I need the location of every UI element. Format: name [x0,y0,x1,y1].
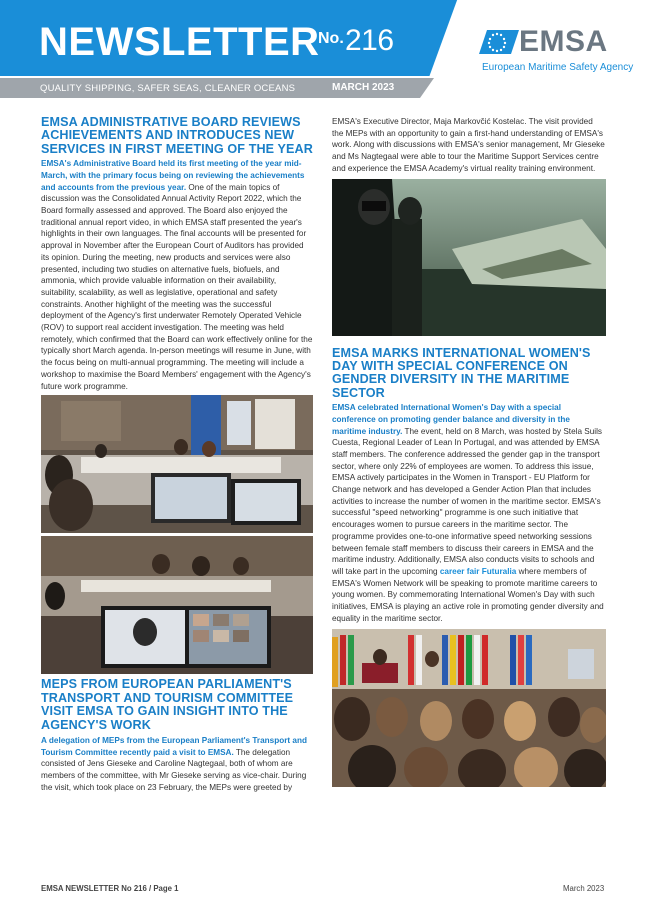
meps-body: The delegation consisted of Jens Gieseke and Caroline Nagtegaal, both of whom are members of the committee, with Mr Gieseke serving as vice-chair. During the visit, which took place on 23 February, the MEPs were greeted by [41,747,307,792]
meps-paragraph [41,735,313,794]
meps-headline: MEPS FROM EUROPEAN PARLIAMENT'S TRANSPORT AND TOURISM COMMITTEE VISIT EMSA TO GAIN INSIGHT INTO THE AGENCY'S WORK [41,677,294,732]
board-paragraph [41,158,313,392]
agency-subtitle: European Maritime Safety Agency [482,62,634,73]
newsletter-title: NEWSLETTER [39,20,320,64]
footer-page-label: EMSA NEWSLETTER No 216 / Page 1 [41,884,179,893]
women-paragraph [332,402,605,624]
meps-continued: EMSA's Executive Director, Maja Markovčić Kostelac. The visit provided the MEPs with an opportunity to gain a first-hand understanding of EMSA's work. Along with discussions with EMSA's senior management, Mr Gieseke and Ms Nagtegaal were able to tour the Maritime Support Services centre and experience the EMSA Academy's virtual reality training environment. [332,117,605,173]
emsa-logo-icon [479,30,519,54]
women-headline: EMSA MARKS INTERNATIONAL WOMEN'S DAY WITH SPECIAL CONFERENCE ON GENDER DIVERSITY IN THE MARITIME SECTOR [332,345,591,400]
board-lead: EMSA's Administrative Board held its first meeting of the year mid-March, with the primary focus being on reviewing the achievements and accounts from the previous year. [41,159,305,192]
vr-training-photo [332,179,606,336]
futuralia-link[interactable]: career fair Futuralia [439,566,517,576]
board-meeting-photo-2 [41,536,313,674]
womens-day-conference-photo [332,629,606,787]
right-column [332,116,605,787]
footer-date: March 2023 [563,884,605,893]
issue-number: 216 [345,24,394,57]
issue-number-label: No. [318,30,344,47]
board-headline: EMSA ADMINISTRATIVE BOARD REVIEWS ACHIEVEMENTS AND INTRODUCES NEW SERVICES IN FIRST MEETING OF THE YEAR [41,115,313,156]
tagline: QUALITY SHIPPING, SAFER SEAS, CLEANER OCEANS [40,83,296,94]
emsa-logo-text: EMSA [519,25,608,58]
board-body: One of the main topics of discussion was the Consolidated Annual Activity Report 2022, which the Board formally assessed and approved. The Board also enjoyed the traditional annual report video, in which EMSA staff presented the year's highlights in their own languages. The final accounts will be presented for approval in November after the European Court of Auditors has provided its opinion. During the meeting, new products and services were also presented, including two studies on alternative fuels, biofuels, and ammonia, which provide valuable information on their availability, suitability, scalability, as well as legislative, operational and safety constraints. Another highlight of the meeting was the successful deployment of the Agency's first underwater Remotely Operated Vehicle (ROV) to support real accident investigation. The meeting was held remotely, which confirmed that the Board can work effectively online for the typically short March agenda. In-person meetings will resume in June, with the focus being on multi-annual programming. The meeting will include a workshop to maximise the Board Members' engagement with the Agency's future work programme. [41,182,313,391]
board-meeting-photo-1 [41,395,313,533]
issue-date: MARCH 2023 [332,82,395,93]
women-body-2: where members of EMSA's Women Network will be speaking to promote maritime careers to young women. By commemorating International Women's Day with such initiatives, EMSA is playing an active role in promoting gender diversity and equality in the maritime sector. [332,566,604,623]
women-body-1: The event, held on 8 March, was hosted by Stela Suils Cuesta, Regional Leader of Lean In Portugal, and was attended by EMSA staff members. The conference addressed the gender gap in the transport sector, where only 22% of employees are women. To address this issue, EMSA actively participates in the Women in Transport - EU Platform for Change network and has developed a Gender Action Plan that includes activities to increase the number of women in the maritime sector. EMSA's successful "speed networking" programme is one such initiative that encourages women to pursue careers in the maritime sector. The programme provides one-to-one informative speed networking sessions between female staff members to discuss their careers in EMSA and the maritime industry. Additionally, EMSA also conducts visits to schools and will take part in the upcoming [332,426,603,576]
women-lead: EMSA celebrated International Women's Day with a special conference on promoting gender balance and diversity in the maritime industry. [332,403,570,436]
meps-lead: A delegation of MEPs from the European Parliament's Transport and Tourism Committee recently paid a visit to EMSA. [41,735,307,757]
left-column [41,116,313,793]
